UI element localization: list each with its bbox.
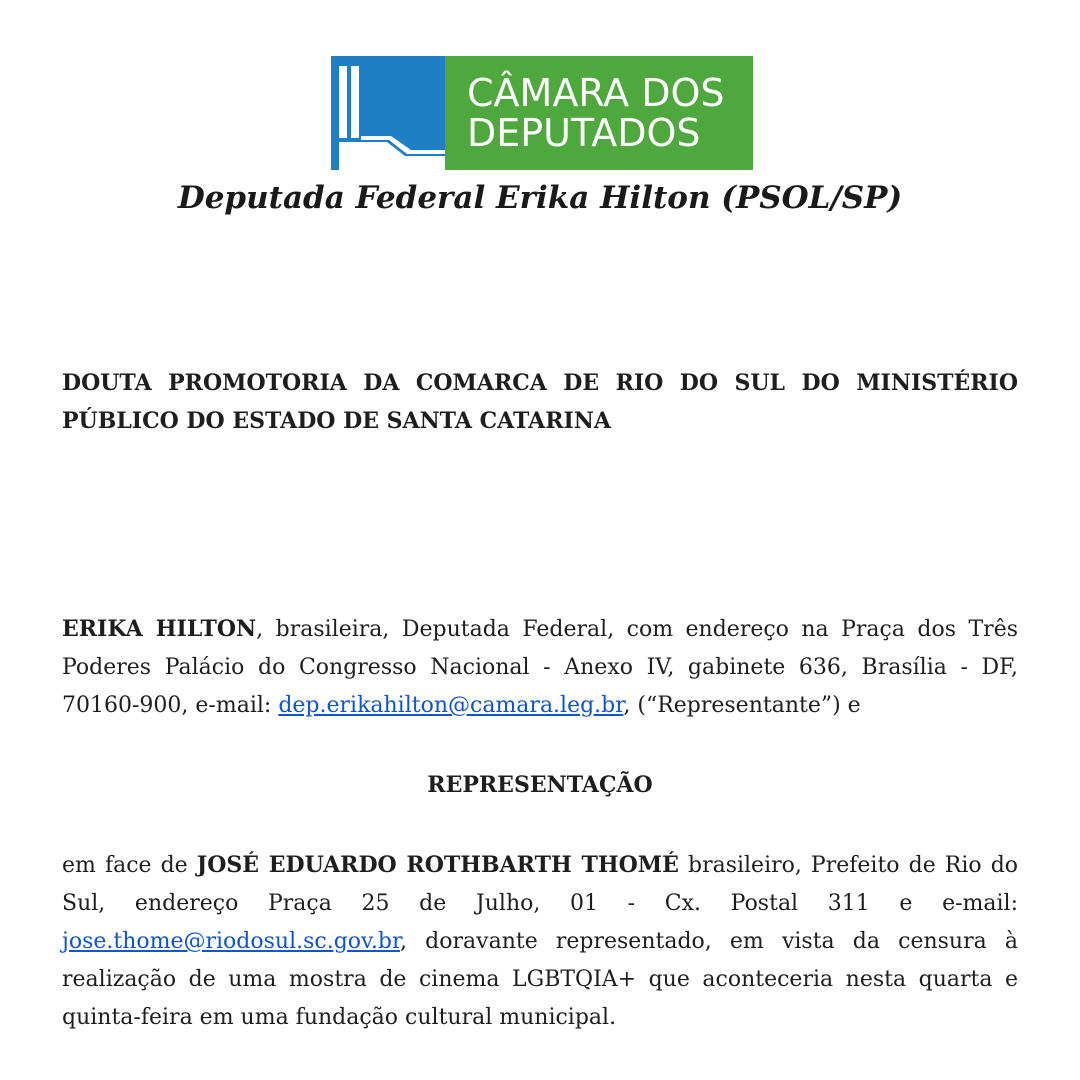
representado-email-link[interactable]: jose.thome@riodosul.sc.gov.br [62,929,401,954]
addressee-block [62,364,1018,440]
camara-dos-deputados-logo [331,56,753,170]
para1-line-3-post: , (“Representante”) e [623,693,861,718]
para1-line-2: Poderes Palácio do Congresso Nacional - Anexo IV, gabinete 636, Brasília - DF, [62,655,1018,680]
para2-line-3-post: , doravante representado, em vista da censura à [400,929,1018,954]
para2-line-1 [62,846,1018,885]
para2-line-1-post: brasileiro, Prefeito de Rio do [678,853,1019,878]
para1-line-1 [62,610,1018,649]
section-heading: REPRESENTAÇÃO [427,772,653,798]
logo-line-2: DEPUTADOS [467,111,701,155]
para1-line-1-rest: , brasileira, Deputada Federal, com endereço na Praça dos Três [256,617,1019,642]
addressee-line-1: DOUTA PROMOTORIA DA COMARCA DE RIO DO SUL DO MINISTÉRIO [62,370,1018,396]
representante-paragraph [62,610,1018,725]
representante-name: ERIKA HILTON [62,616,257,642]
para1-line-3-pre: 70160-900, e-mail: [62,693,279,718]
para2-line-3 [62,923,1018,961]
para1-line-3 [62,687,1018,725]
para2-line-2: Sul, endereço Praça 25 de Julho, 01 - Cx. Postal 311 e e-mail: [62,891,1018,916]
addressee-line-2: PÚBLICO DO ESTADO DE SANTA CATARINA [62,408,611,434]
representado-paragraph [62,846,1018,1037]
congress-building-icon [331,56,445,170]
para2-line-5: quinta-feira em uma fundação cultural municipal. [62,1005,617,1030]
para2-line-4: realização de uma mostra de cinema LGBTQIA+ que aconteceria nesta quarta e [62,967,1018,992]
logo-line-1: CÂMARA DOS [467,71,725,115]
representado-name: JOSÉ EDUARDO ROTHBARTH THOMÉ [196,852,679,878]
logo-wordmark [445,56,753,170]
deputy-title: Deputada Federal Erika Hilton (PSOL/SP) [177,180,903,216]
representante-email-link[interactable]: dep.erikahilton@camara.leg.br [278,693,624,718]
para2-line-1-pre: em face de [62,853,197,878]
